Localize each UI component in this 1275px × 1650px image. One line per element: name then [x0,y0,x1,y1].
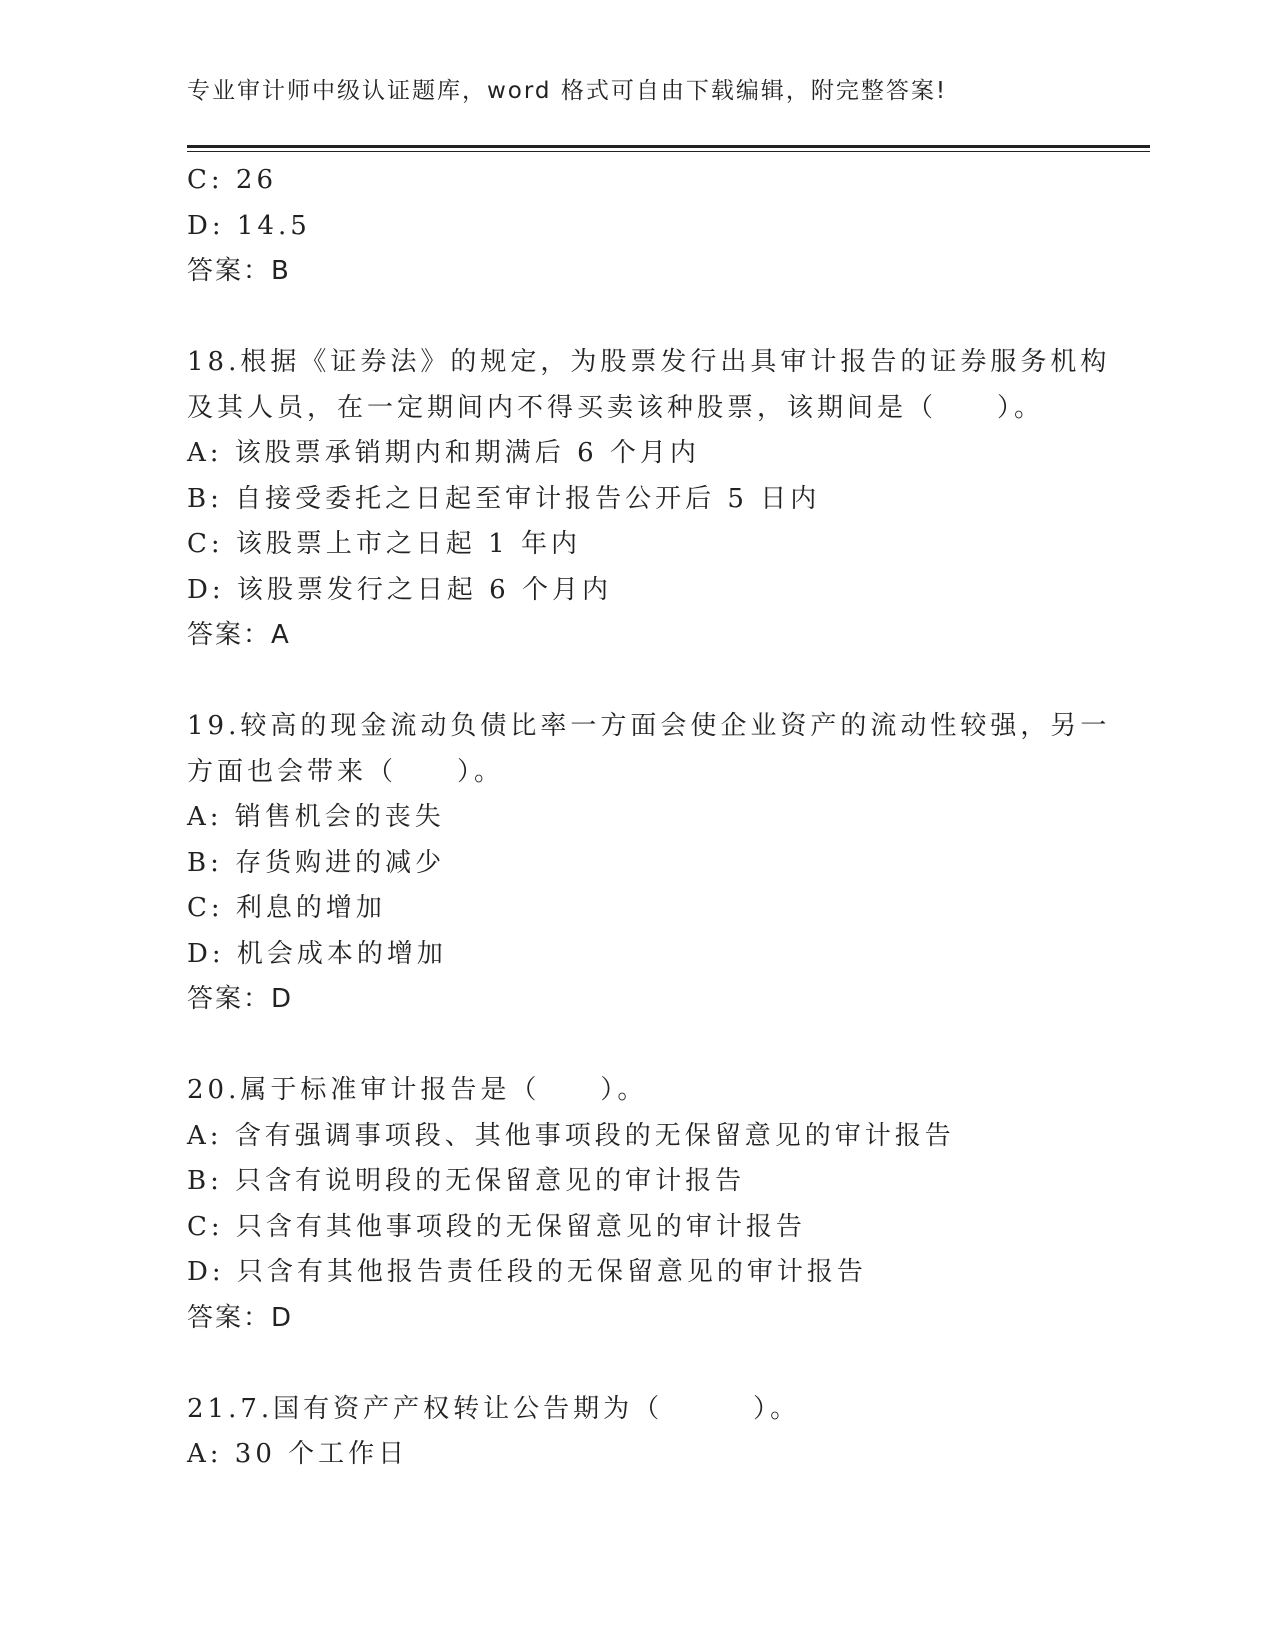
question-19 [187,704,1111,1023]
spacer [187,1023,1107,1069]
question-list [187,158,1111,1478]
page-header-title: 专业审计师中级认证题库，word 格式可自由下载编辑，附完整答案! [187,78,948,104]
option-line: A: 销售机会的丧失 [187,802,445,832]
option-line: C: 利息的增加 [187,893,386,923]
option-line: D: 只含有其他报告责任段的无保留意见的审计报告 [187,1257,867,1287]
option-line: B: 只含有说明段的无保留意见的审计报告 [187,1166,746,1196]
spacer [187,295,1107,341]
question-text-line: 18.根据《证券法》的规定，为股票发行出具审计报告的证券服务机构 [187,347,1111,377]
option-line: C: 只含有其他事项段的无保留意见的审计报告 [187,1211,806,1242]
question-20 [187,1068,1107,1341]
option-line: B: 自接受委托之日起至审计报告公开后 5 日内 [187,483,821,514]
spacer [187,1341,1107,1387]
option-line: C: 26 [187,165,278,195]
question-18 [187,340,1111,659]
header-rule-thick [187,145,1150,148]
option-line: C: 该股票上市之日起 1 年内 [187,529,581,559]
header-rule-thin [187,151,1150,152]
spacer [187,659,1107,705]
answer-line: 答案：A [187,620,291,650]
option-line: A: 30 个工作日 [187,1439,409,1469]
answer-line: 答案：D [187,1302,294,1333]
question-text-line: 21.7.国有资产产权转让公告期为（ ）。 [187,1393,801,1424]
option-line: B: 存货购进的减少 [187,847,446,878]
question-text-line: 20.属于标准审计报告是（ ）。 [187,1075,648,1105]
answer-line: 答案：D [187,984,294,1014]
option-line: D: 该股票发行之日起 6 个月内 [187,574,612,605]
option-line: D: 14.5 [187,210,311,241]
answer-line: 答案：B [187,256,291,286]
option-line: A: 含有强调事项段、其他事项段的无保留意见的审计报告 [187,1120,955,1151]
option-line: D: 机会成本的增加 [187,938,447,969]
question-text-line: 及其人员，在一定期间内不得买卖该种股票，该期间是（ ）。 [187,392,1045,423]
question-21 [187,1387,1107,1478]
question-text-line: 方面也会带来（ ）。 [187,756,505,787]
option-line: A: 该股票承销期内和期满后 6 个月内 [187,438,700,468]
question-text-line: 19.较高的现金流动负债比率一方面会使企业资产的流动性较强，另一 [187,711,1111,741]
